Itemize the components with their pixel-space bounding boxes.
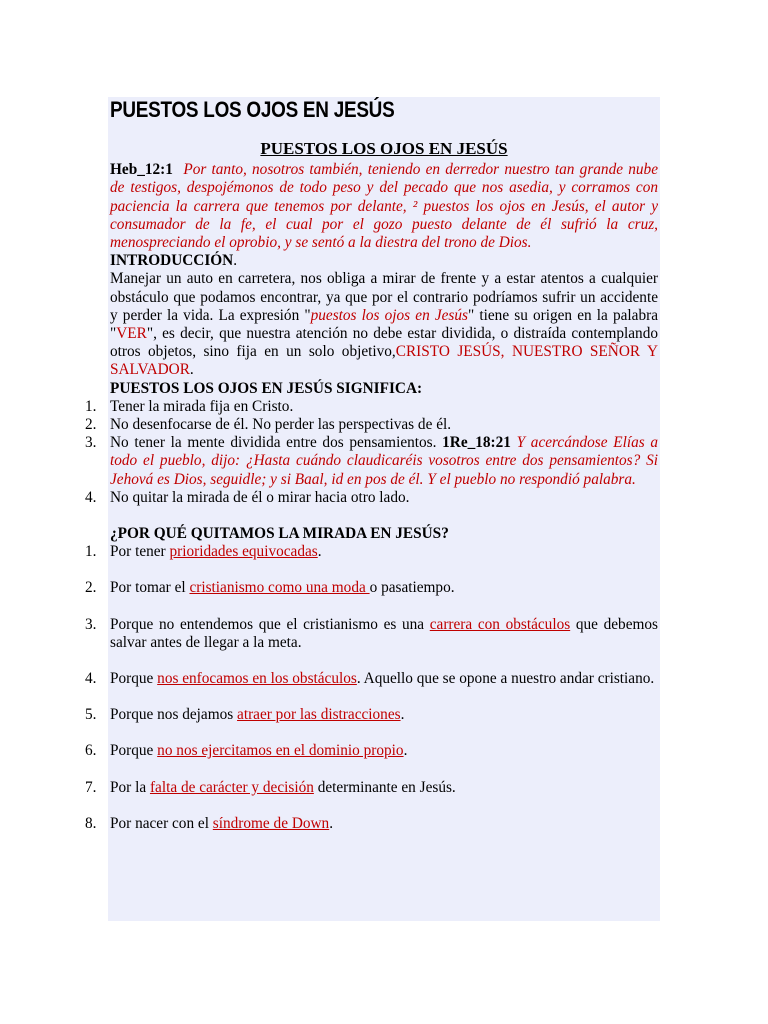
verse-reference: Heb_12:1 [110,161,173,179]
list-item [85,615,658,652]
list-item [85,742,658,760]
underlined-phrase: síndrome de Down [212,814,330,832]
list-item [85,434,658,489]
bible-quote: Y acercándose Elías a todo el pueblo, dijo: ¿Hasta cuándo claudicaréis vosotros entre dos pensamientos? Si Jehová es Dios, seguidle; y si Baal, id en pos de él. Y el pueblo no respondió palabra. [110,434,658,488]
list-number: 7. [85,778,97,796]
list-number: 1. [85,397,97,415]
section1-heading: PUESTOS LOS OJOS EN JESÚS SIGNIFICA: [110,379,423,397]
list-item-text: Porque no entendemos que el cristianismo es una [110,615,430,633]
list-number: 4. [85,670,97,688]
intro-end: . [189,361,194,379]
list-item [85,814,658,833]
list-item [85,778,658,797]
intro-heading-line [110,252,658,270]
list-item-text: No tener la mente dividida entre dos pensamientos. [110,434,443,452]
section1-list [85,397,658,507]
list-item-text: que debemos salvar antes de llegar a la meta. [110,615,658,651]
list-item-text: . [329,814,334,832]
list-item-text: . [400,706,405,724]
list-item-text: Por tomar el [110,579,190,597]
verse-text: Por tanto, nosotros también, teniendo en derredor nuestro tan grande nube de testigos, despojémonos de todo peso y del pecado que nos asedia, y corramos con paciencia la carrera que tenemos por delante, ² puestos los ojos en Jesús, el autor y consumador de la fe, el cual por el gozo puesto delante de él sufrió la cruz, menospreciando el oprobio, y se sentó a la diestra del trono de Dios. [110,161,658,252]
list-item-text: Porque [110,670,158,688]
list-item-text: Por la [110,778,150,796]
list-item-text: . Aquello que se opone a nuestro andar cristiano. [356,670,655,688]
bible-reference: 1Re_18:21 [442,434,511,452]
list-item-text: o pasatiempo. [369,579,455,597]
underlined-phrase: carrera con obstáculos [429,615,571,633]
list-item-text: Porque nos dejamos [110,706,238,724]
list-item-text: Tener la mirada fija en Cristo. [110,397,294,415]
intro-text-1: Manejar un auto en carretera, nos obliga a mirar de frente y a estar atentos a cualquier obstáculo que podamos encontrar, ya que por el contrario podríamos sufrir un accidente y perder la vida. La expresión " [110,270,658,324]
section2-heading: ¿POR QUÉ QUITAMOS LA MIRADA EN JESÚS? [110,525,449,543]
intro-paragraph [110,270,658,379]
underlined-phrase: nos enfocamos en los obstáculos [157,670,357,688]
list-number: 3. [85,615,97,633]
intro-quote: puestos los ojos en Jesús [310,306,468,324]
list-number: 3. [85,434,97,452]
intro-text-2: " tiene su origen en la palabra " [110,306,658,343]
list-number: 1. [85,543,97,561]
list-item [85,670,658,688]
document-body [85,139,658,833]
list-number: 2. [85,579,97,597]
section2-list [85,543,658,833]
underlined-phrase: falta de carácter y decisión [149,778,314,796]
list-number: 4. [85,488,97,506]
list-item-text: No desenfocarse de él. No perder las perspectivas de él. [110,416,452,434]
list-item [85,579,658,597]
list-item-text: Por nacer con el [110,814,213,832]
list-item-text: Por tener [110,543,170,561]
list-item [85,416,658,434]
intro-text-3: ", es decir, que nuestra atención no debe estar dividida, o distraída contemplando otros objetos, sino fija en un solo objetivo, [110,325,658,361]
underlined-phrase: prioridades equivocadas [169,543,318,561]
document-subtitle: PUESTOS LOS OJOS EN JESÚS [260,139,508,158]
list-item-text: No quitar la mirada de él o mirar hacia otro lado. [110,488,410,506]
document-title: PUESTOS LOS OJOS EN JESÚS [110,97,395,122]
list-item [85,488,658,507]
list-number: 6. [85,742,97,760]
list-item-text: determinante en Jesús. [313,778,456,796]
list-item [85,397,658,416]
underlined-phrase: no nos ejercitamos en el dominio propio [157,742,404,760]
list-number: 5. [85,706,97,724]
list-item-text: Porque [110,742,158,760]
intro-heading: INTRODUCCIÓN [110,252,234,270]
list-item [85,543,658,561]
intro-red-text: CRISTO JESÚS, NUESTRO SEÑOR Y SALVADOR [110,343,658,379]
list-item [85,706,658,724]
underlined-phrase: atraer por las distracciones [237,706,401,724]
list-item-text: . [317,543,322,561]
intro-heading-suffix: . [233,252,238,270]
list-item-text: . [403,742,408,760]
verse-paragraph [110,161,658,252]
intro-ver-word: VER [116,325,147,343]
list-number: 8. [85,814,97,832]
underlined-phrase: cristianismo como una moda [189,579,370,597]
list-number: 2. [85,416,97,434]
